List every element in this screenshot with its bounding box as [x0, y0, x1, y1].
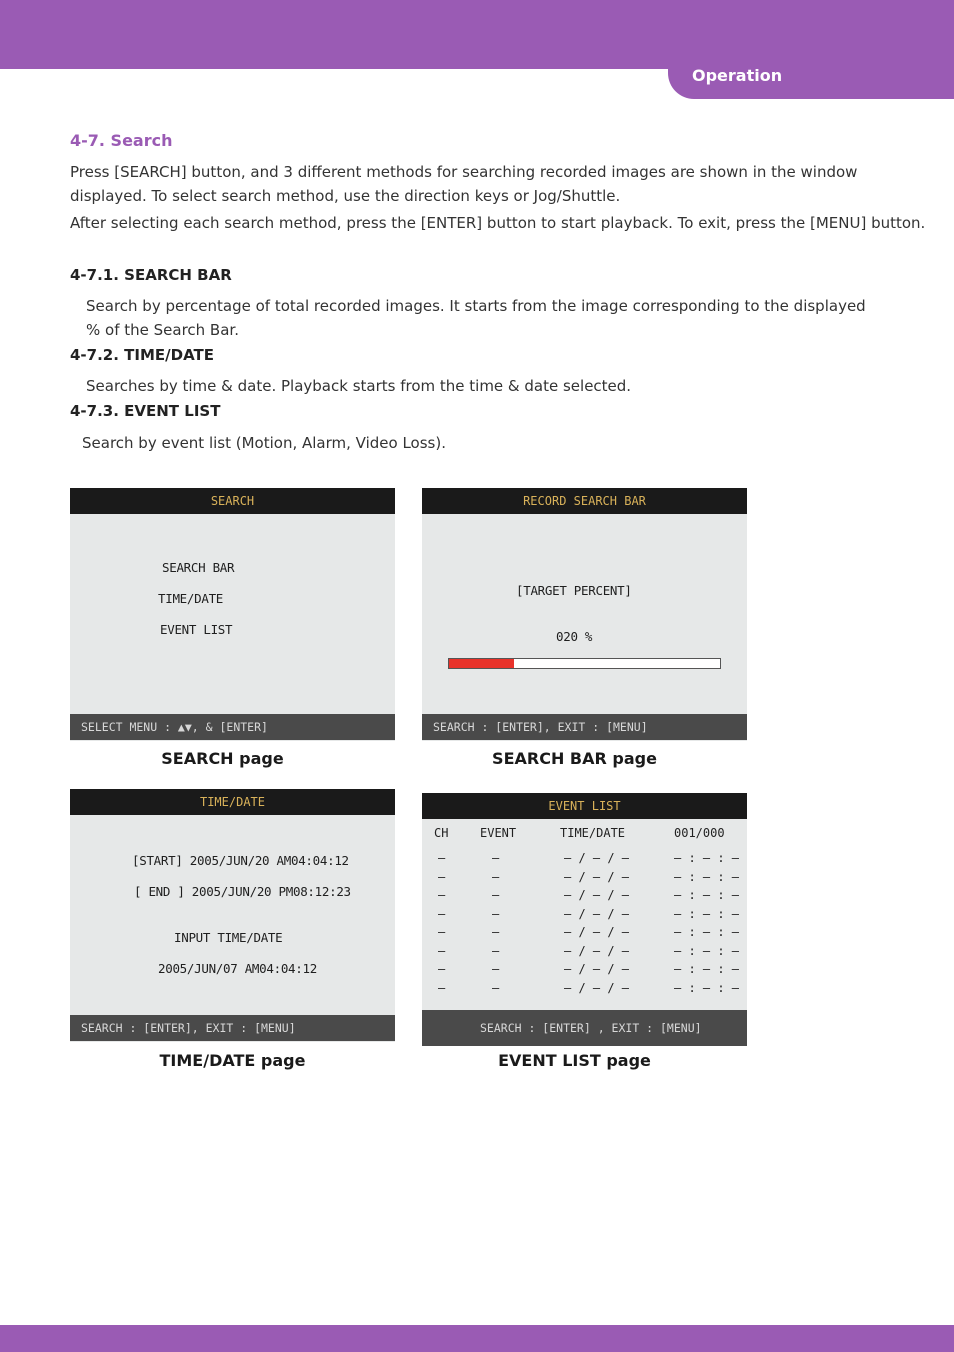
event-cell-time: – : – : – [674, 925, 740, 939]
event-cell-ch: – [438, 906, 446, 921]
event-list-screen-title: EVENT LIST [548, 799, 621, 813]
event-cell-ch: – [438, 962, 446, 976]
event-list-row[interactable] [422, 888, 747, 906]
event-cell-ch: – [438, 943, 446, 958]
search-bar-screen-title-bar [422, 488, 747, 514]
event-list-row[interactable] [422, 944, 747, 962]
event-cell-ch: – [438, 851, 446, 865]
section-label: Operation [692, 66, 783, 85]
event-cell-ch: – [438, 888, 446, 902]
search-bar-screen-footer [422, 714, 747, 740]
event-list-row[interactable] [422, 851, 747, 869]
event-cell-time: – : – : – [674, 906, 740, 921]
column-header-count: 001/000 [674, 826, 725, 840]
event-cell-date: — / – / – [564, 851, 630, 865]
section-tab [668, 54, 954, 99]
event-list-row[interactable] [422, 907, 747, 925]
subsection-body-time-date: Searches by time & date. Playback starts from the time & date selected. [86, 377, 632, 395]
event-list-header-row [422, 826, 747, 844]
intro-paragraph-2: After selecting each search method, press the [ENTER] button to start playback. To exit, press the [MENU] button. [70, 214, 926, 232]
time-date-screen-title-bar [70, 789, 395, 815]
event-cell-ch: – [438, 925, 446, 939]
time-date-screen-footer [70, 1015, 395, 1041]
event-cell-event: — [492, 888, 500, 902]
event-list-screen-footer [422, 1010, 747, 1046]
caption-search-page: SEARCH page [161, 749, 284, 768]
event-cell-event: — [492, 943, 500, 958]
caption-time-date-page: TIME/DATE page [159, 1051, 306, 1070]
footer-band [0, 1325, 954, 1352]
subsection-title-search-bar: 4-7.1. SEARCH BAR [70, 266, 232, 284]
caption-search-bar-page: SEARCH BAR page [492, 749, 657, 768]
search-screen [70, 488, 395, 741]
event-cell-time: – : – : – [674, 943, 740, 958]
event-cell-time: – : – : – [674, 980, 740, 995]
event-cell-time: – : – : – [674, 962, 740, 976]
search-bar-screen-title: RECORD SEARCH BAR [523, 494, 646, 508]
event-cell-date: — / – / – [564, 980, 630, 995]
input-time-date-label: INPUT TIME/DATE [174, 930, 283, 945]
event-cell-event: — [492, 980, 500, 995]
caption-event-list-page: EVENT LIST page [498, 1051, 651, 1070]
search-progress-fill [449, 659, 514, 668]
subsection-title-time-date: 4-7.2. TIME/DATE [70, 346, 214, 364]
event-list-screen-title-bar [422, 793, 747, 819]
menu-item-search-bar[interactable]: SEARCH BAR [162, 560, 235, 575]
search-screen-footer [70, 714, 395, 740]
menu-item-time-date[interactable]: TIME/DATE [158, 591, 224, 606]
intro-paragraph-1: Press [SEARCH] button, and 3 different methods for searching recorded images are shown in the window displayed. To select search method, use the direction keys or Jog/Shuttle. [70, 163, 858, 205]
event-cell-ch: – [438, 980, 446, 995]
time-date-end: [ END ] 2005/JUN/20 PM08:12:23 [134, 884, 351, 899]
time-date-screen-title: TIME/DATE [199, 795, 266, 809]
subsection-body-search-bar: Search by percentage of total recorded images. It starts from the image corresponding to the displayed % of the Search Bar. [86, 297, 866, 339]
event-cell-event: — [492, 869, 500, 884]
search-bar-screen-footer-text: SEARCH : [ENTER], EXIT : [MENU] [433, 720, 648, 734]
column-header-ch: CH [434, 826, 449, 840]
menu-item-event-list[interactable]: EVENT LIST [160, 622, 233, 637]
time-date-screen [70, 789, 395, 1042]
subsection-title-event-list: 4-7.3. EVENT LIST [70, 402, 221, 420]
event-cell-ch: – [438, 869, 446, 884]
event-cell-date: — / – / – [564, 943, 630, 958]
search-progress-bar[interactable] [448, 658, 721, 669]
column-header-time-date: TIME/DATE [560, 826, 626, 840]
event-list-row[interactable] [422, 962, 747, 980]
event-list-screen-footer-text: SEARCH : [ENTER] , EXIT : [MENU] [480, 1021, 702, 1035]
event-cell-date: — / – / – [564, 888, 630, 902]
event-cell-date: — / – / – [564, 906, 630, 921]
event-cell-event: — [492, 925, 500, 939]
event-cell-date: — / – / – [564, 925, 630, 939]
input-time-date-value[interactable]: 2005/JUN/07 AM04:04:12 [158, 961, 317, 976]
event-cell-date: — / – / – [564, 962, 630, 976]
time-date-start: [START] 2005/JUN/20 AM04:04:12 [132, 853, 349, 868]
event-cell-event: — [492, 851, 500, 865]
search-bar-screen [422, 488, 747, 741]
event-cell-time: – : – : – [674, 869, 740, 884]
search-screen-title-bar [70, 488, 395, 514]
event-cell-event: — [492, 962, 500, 976]
target-percent-label: [TARGET PERCENT] [516, 583, 632, 598]
subsection-body-event-list: Search by event list (Motion, Alarm, Video Loss). [82, 434, 446, 452]
event-cell-date: — / – / – [564, 869, 630, 884]
event-cell-time: – : – : – [674, 851, 740, 865]
event-list-screen [422, 793, 747, 1046]
event-list-row[interactable] [422, 981, 747, 999]
event-cell-event: — [492, 906, 500, 921]
event-cell-time: – : – : – [674, 888, 740, 902]
event-list-row[interactable] [422, 925, 747, 943]
search-screen-title: SEARCH [210, 494, 255, 508]
section-heading: 4-7. Search [70, 131, 173, 150]
event-list-row[interactable] [422, 870, 747, 888]
target-percent-value[interactable]: 020 % [556, 629, 593, 644]
search-screen-footer-text: SELECT MENU : ▲▼, & [ENTER] [81, 720, 268, 734]
time-date-screen-footer-text: SEARCH : [ENTER], EXIT : [MENU] [81, 1021, 296, 1035]
column-header-event: EVENT [480, 826, 517, 840]
